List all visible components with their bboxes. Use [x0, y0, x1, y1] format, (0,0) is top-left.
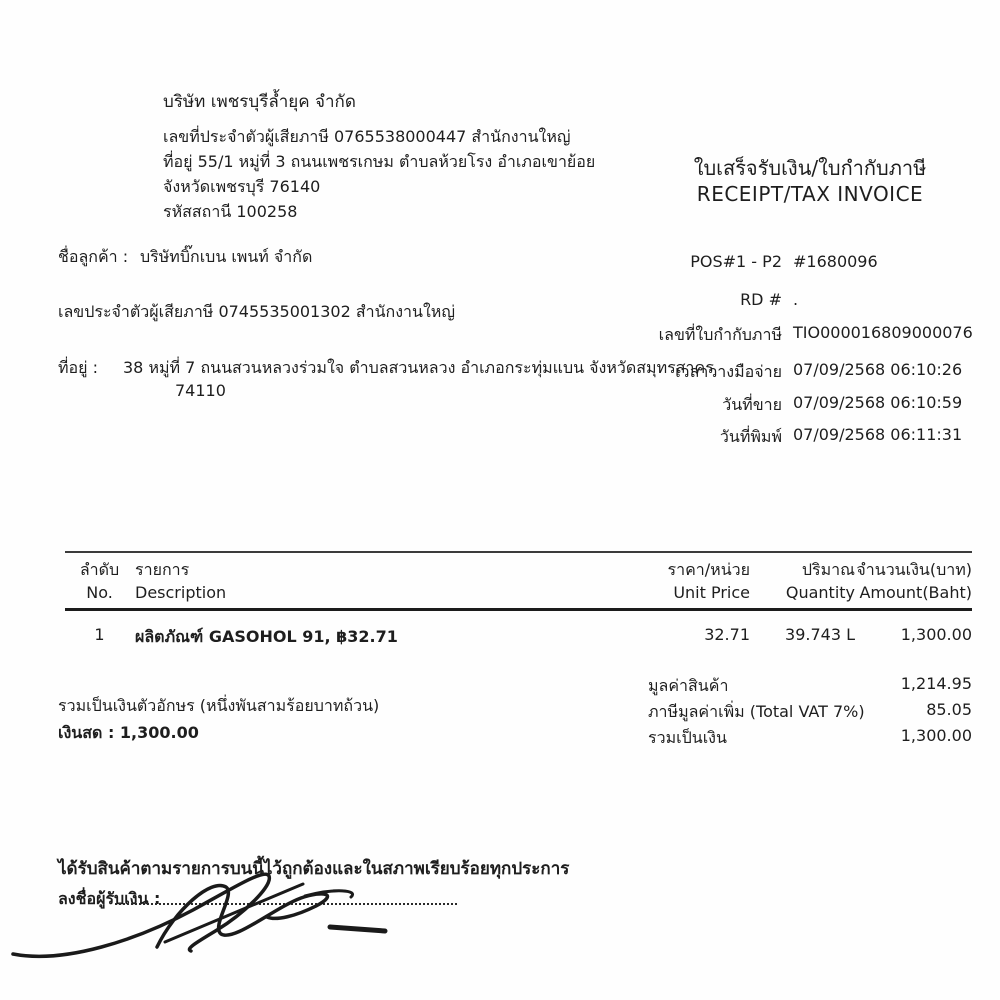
tax-invoice-number-label: เลขที่ใบกำกับภาษี — [658, 325, 782, 344]
handwritten-signature — [5, 850, 425, 975]
customer-tax-id: เลขประจำตัวผู้เสียภาษี 0745535001302 สำนักงานใหญ่ — [58, 302, 455, 321]
amount-in-words: รวมเป็นเงินตัวอักษร (หนึ่งพันสามร้อยบาทถ้วน) — [58, 696, 380, 715]
document-title-english: RECEIPT/TAX INVOICE — [696, 182, 924, 206]
vat-value: 85.05 — [926, 700, 972, 719]
nozzle-hangup-time-label: เวลาวางมือจ่าย — [675, 362, 782, 381]
subtotal-value: 1,214.95 — [900, 674, 972, 693]
column-header-amount-thai: จำนวนเงิน(บาท) — [856, 560, 972, 579]
cash-amount: เงินสด : 1,300.00 — [58, 723, 199, 742]
seller-company-name: บริษัท เพชรบุรีล้ำยุค จำกัด — [163, 92, 356, 112]
received-statement: ได้รับสินค้าตามรายการบนนี้ไว้ถูกต้องและในสภาพเรียบร้อยทุกประการ — [58, 859, 570, 879]
pos-number-label: POS#1 - P2 — [690, 252, 782, 271]
pos-number-value: #1680096 — [793, 252, 878, 271]
customer-name: บริษัทบิ๊กเบน เพนท์ จำกัด — [140, 247, 313, 266]
item-row-unit-price: 32.71 — [704, 625, 750, 644]
sale-date-label: วันที่ขาย — [722, 395, 782, 414]
document-title-thai: ใบเสร็จรับเงิน/ใบกำกับภาษี — [693, 156, 927, 180]
column-header-description-english: Description — [135, 583, 227, 602]
vat-label: ภาษีมูลค่าเพิ่ม (Total VAT 7%) — [648, 702, 865, 721]
print-date-label: วันที่พิมพ์ — [719, 427, 782, 446]
column-header-unit-price-thai: ราคา/หน่วย — [667, 560, 750, 579]
column-header-quantity-english: Quantity — [785, 583, 855, 602]
item-row-quantity: 39.743 L — [785, 625, 855, 644]
grand-total-value: 1,300.00 — [900, 726, 972, 745]
rd-number-label: RD # — [740, 290, 782, 309]
item-row-description: ผลิตภัณฑ์ GASOHOL 91, ฿32.71 — [135, 627, 398, 646]
column-header-amount-english: Amount(Baht) — [859, 583, 972, 602]
item-row-amount: 1,300.00 — [900, 625, 972, 644]
nozzle-hangup-time-value: 07/09/2568 06:10:26 — [793, 360, 963, 379]
seller-address-line1: ที่อยู่ 55/1 หมู่ที่ 3 ถนนเพชรเกษม ตำบลห้วยโรง อำเภอเขาย้อย — [163, 152, 596, 171]
signer-label: ลงชื่อผู้รับเงิน : — [58, 889, 161, 908]
seller-address-line2: จังหวัดเพชรบุรี 76140 — [163, 177, 321, 196]
column-header-unit-price-english: Unit Price — [673, 583, 750, 602]
column-header-quantity-thai: ปริมาณ — [801, 560, 855, 579]
column-header-no-thai: ลำดับ — [79, 560, 120, 579]
table-rule-top — [65, 551, 972, 553]
customer-name-label: ชื่อลูกค้า : — [58, 247, 129, 266]
print-date-value: 07/09/2568 06:11:31 — [793, 425, 963, 444]
seller-tax-id: เลขที่ประจำตัวผู้เสียภาษี 0765538000447 สำนักงานใหญ่ — [163, 127, 571, 146]
customer-address-label: ที่อยู่ : — [58, 358, 99, 377]
table-rule-bottom — [65, 608, 972, 611]
rd-number-value: . — [793, 290, 799, 309]
column-header-no-english: No. — [86, 583, 113, 602]
seller-station-code: รหัสสถานี 100258 — [163, 202, 298, 221]
customer-address-line1: 38 หมู่ที่ 7 ถนนสวนหลวงร่วมใจ ตำบลสวนหลวง อำเภอกระทุ่มแบน จังหวัดสมุทรสาคร — [123, 358, 714, 377]
column-header-description-thai: รายการ — [135, 560, 190, 579]
subtotal-label: มูลค่าสินค้า — [648, 676, 729, 695]
tax-invoice-number-value: TIO000016809000076 — [793, 323, 973, 342]
customer-address-line2: 74110 — [175, 381, 226, 400]
item-row-number: 1 — [94, 625, 105, 644]
grand-total-label: รวมเป็นเงิน — [648, 728, 727, 747]
sale-date-value: 07/09/2568 06:10:59 — [793, 393, 963, 412]
